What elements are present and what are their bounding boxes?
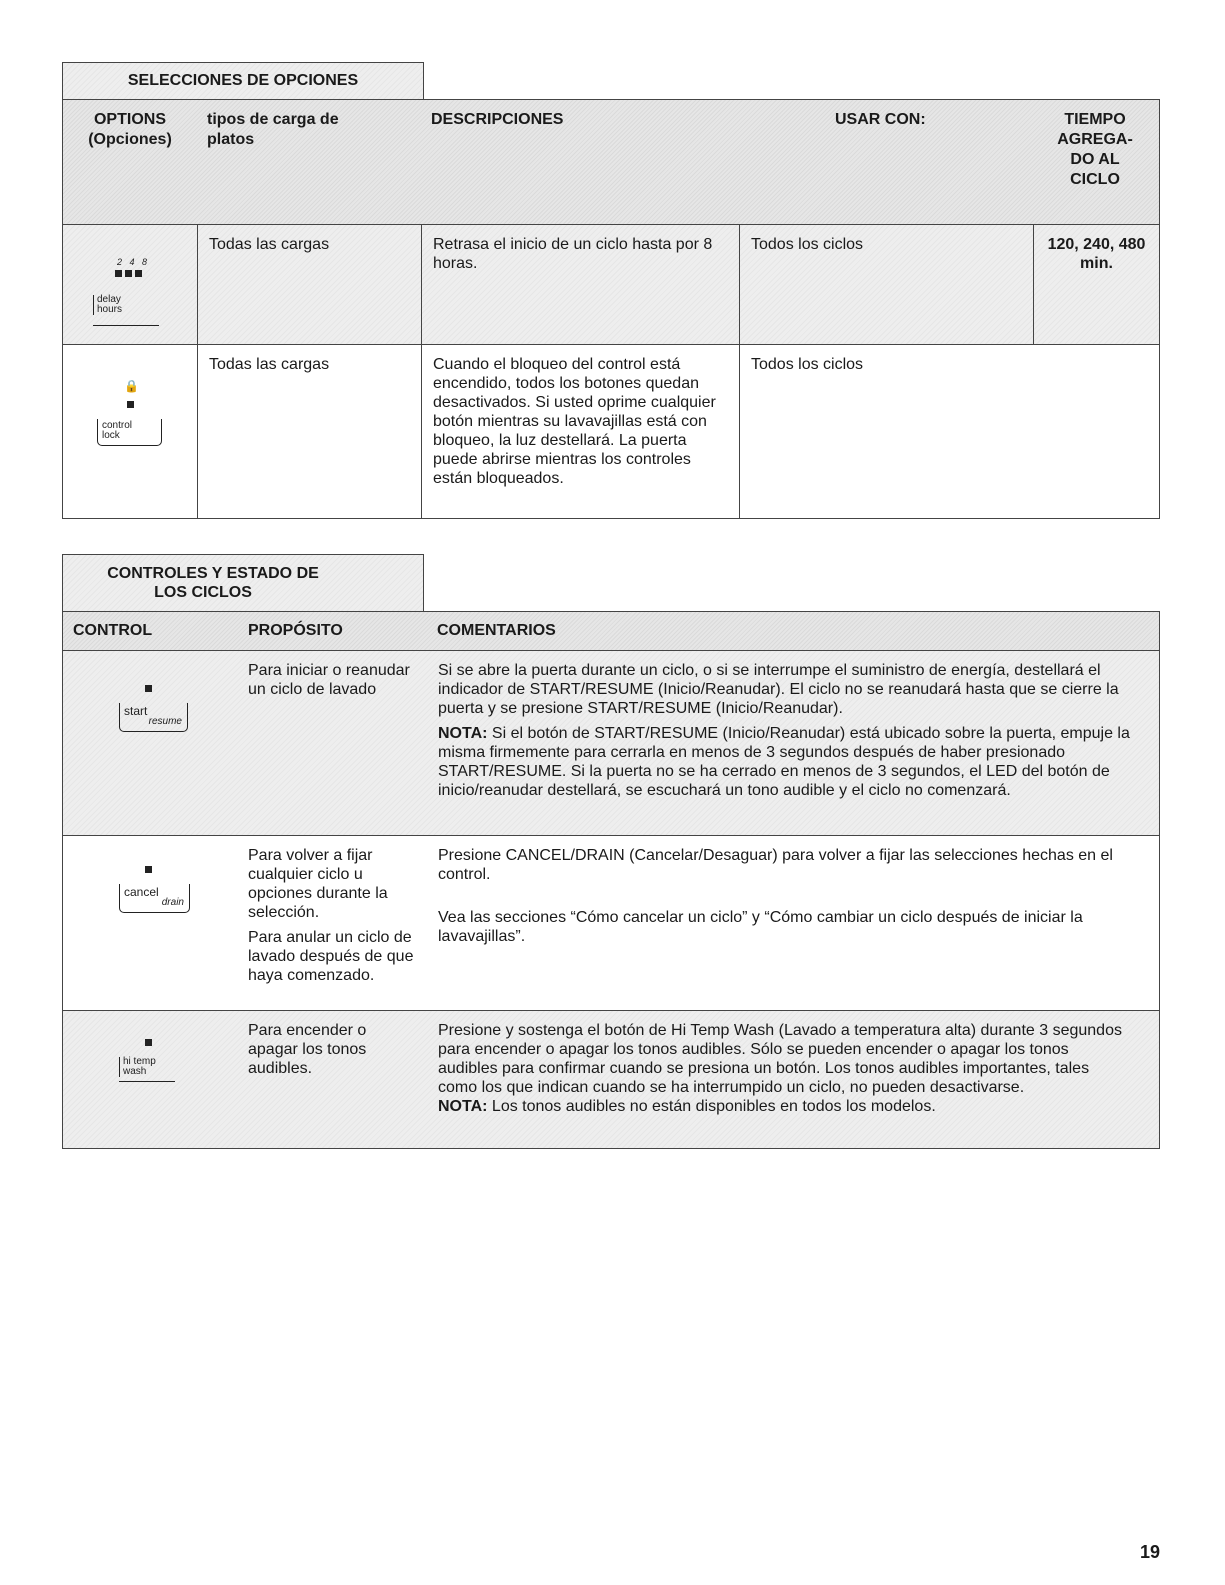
control-comment-cell: Si se abre la puerta durante un ciclo, o si se interrumpe el suministro de energía, destellará el indicador de START/RESUME (Inicio/Reanudar). El ciclo no se reanudará hasta que se cierre la puerta y se presione START/RESUME (Inicio/Reanudar). NOTA: Si el botón de START/RESUME (Inicio/Reanudar) está ubicado sobre la puerta, empuje la misma firmemente para cerrarla en menos de 3 segundos después de haber presionado START/RESUME. Si la puerta no se ha cerrado en menos de 3 segundos, el LED del botón de inicio/reanudar destellará, se escuchará un tono audible y el ciclo no comenzará.	[428, 651, 1159, 835]
note: NOTA: Los tonos audibles no están disponibles en todos los modelos.	[438, 1098, 936, 1115]
hi-temp-wash-underline	[119, 1081, 175, 1082]
option-use-with-cell: Todos los ciclos	[739, 225, 1033, 344]
control-purpose-cell: Para volver a fijar cualquier ciclo u opciones durante la selección. Para anular un ciclo de lavado después de que haya comenzado.	[248, 847, 414, 984]
option-time-cell: 120, 240, 480 min.	[1033, 225, 1159, 344]
controls-table	[62, 611, 1160, 1149]
controls-header-row	[63, 612, 1159, 650]
control-icon-cell	[63, 836, 238, 1010]
option-row-delay-hours	[63, 224, 1159, 344]
page-number: 19	[1139, 1542, 1160, 1562]
option-use-with-cell: Todos los ciclos	[739, 345, 1159, 518]
option-row-control-lock	[63, 344, 1159, 518]
delay-hours-numbers: 2 4 8	[117, 257, 148, 267]
option-load-cell: Todas las cargas	[197, 225, 421, 344]
control-comment-cell: Presione y sostenga el botón de Hi Temp Wash (Lavado a temperatura alta) durante 3 segundos para encender o apagar los tonos audibles. Sólo se pueden encender o apagar los tonos audibles para confirmar cuando se presiona un botón. Los tonos audibles importantes, tales como los que indican cuando se ha interrumpido un ciclo, no pueden desactivarse. NOTA: Los tonos audibles no están disponibles en todos los modelos.	[428, 1011, 1159, 1148]
control-icon-cell	[63, 651, 238, 835]
header-time-added: TIEMPO AGREGA- DO AL CICLO	[1057, 111, 1133, 188]
header-descriptions: DESCRIPCIONES	[431, 111, 564, 128]
control-lock-button: control lock	[97, 419, 162, 446]
header-options: OPTIONS (Opciones)	[88, 111, 172, 148]
option-icon-cell	[63, 345, 197, 518]
control-row-hi-temp-wash	[63, 1010, 1159, 1148]
note: NOTA: Si el botón de START/RESUME (Inicio/Reanudar) está ubicado sobre la puerta, empuje la misma firmemente para cerrarla en menos de 3 segundos después de haber presionado START/RESUME. Si la puerta no se ha cerrado en menos de 3 segundos, el LED del botón de inicio/reanudar destellará, se escuchará un tono audible y el ciclo no comenzará.	[438, 725, 1130, 799]
cancel-drain-led	[145, 866, 152, 876]
option-load-cell: Todas las cargas	[197, 345, 421, 518]
section-title-controls-1: CONTROLES Y ESTADO DE	[107, 565, 319, 582]
hi-temp-wash-led	[145, 1039, 152, 1049]
control-purpose-cell: Para iniciar o reanudar un ciclo de lavado	[248, 662, 410, 698]
option-description-cell: Cuando el bloqueo del control está encendido, todos los botones quedan desactivados. Si usted oprime cualquier botón mientras su lavavajillas está con bloqueo, la luz destellará. La puerta puede abrirse mientras los controles están bloqueados.	[421, 345, 739, 518]
hi-temp-wash-button: hi temp wash	[119, 1057, 183, 1077]
control-comment-cell: Presione CANCEL/DRAIN (Cancelar/Desaguar) para volver a fijar las selecciones hechas en el control. Vea las secciones “Cómo cancelar un ciclo” y “Cómo cambiar un ciclo después de iniciar la lavavajillas”.	[438, 847, 1113, 945]
control-row-start-resume	[63, 650, 1159, 835]
section-tab-options	[62, 62, 424, 100]
delay-hours-icon	[115, 257, 185, 280]
header-load-types: tipos de carga de platos	[207, 111, 339, 148]
control-lock-led	[127, 401, 134, 411]
delay-hours-button: delay hours	[93, 295, 161, 315]
cancel-drain-button: cancel drain	[119, 884, 190, 913]
options-table	[62, 99, 1160, 519]
delay-hours-underline	[93, 325, 159, 326]
header-use-with: USAR CON:	[835, 111, 926, 128]
header-control: CONTROL	[73, 622, 153, 639]
header-purpose: PROPÓSITO	[248, 622, 343, 639]
option-icon-cell	[63, 225, 197, 344]
start-resume-led	[145, 685, 152, 695]
options-header-row	[63, 100, 1159, 224]
control-row-cancel-drain	[63, 835, 1159, 1010]
option-description-cell: Retrasa el inicio de un ciclo hasta por 8 horas.	[421, 225, 739, 344]
control-purpose-cell: Para encender o apagar los tonos audibles.	[248, 1022, 367, 1077]
delay-hours-leds	[115, 270, 185, 280]
section-tab-controls	[62, 554, 424, 612]
lock-icon: 🔒	[124, 379, 139, 393]
start-resume-button: start resume	[119, 703, 188, 732]
header-comments: COMENTARIOS	[437, 622, 556, 639]
section-title-controls-2: LOS CICLOS	[154, 584, 252, 601]
control-icon-cell	[63, 1011, 238, 1148]
section-title-options: SELECCIONES DE OPCIONES	[127, 72, 359, 89]
